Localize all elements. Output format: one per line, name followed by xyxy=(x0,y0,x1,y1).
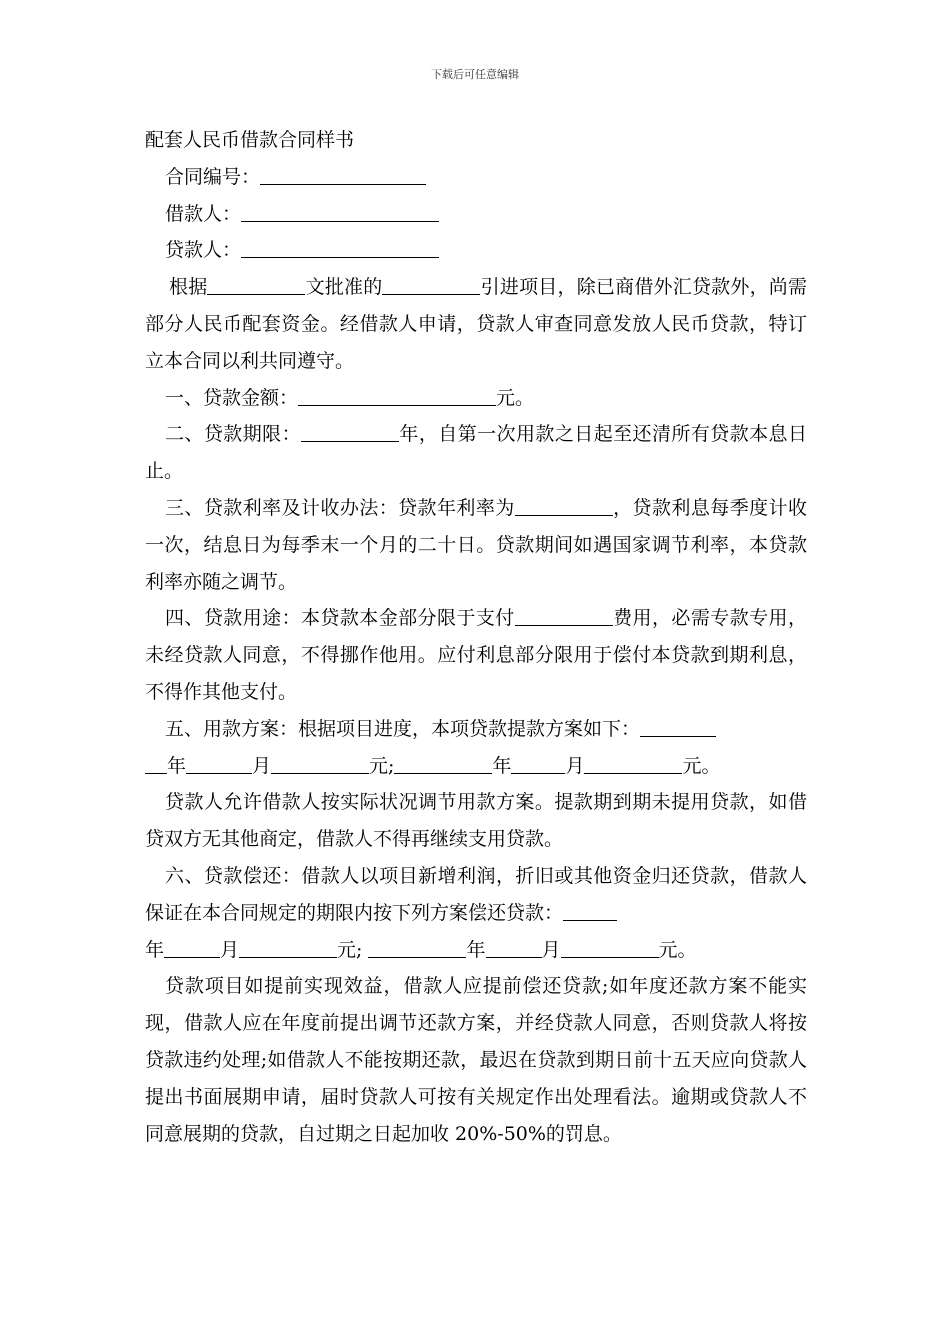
section-6-text-1: 六、贷款偿还：借款人以项目新增利润，折旧或其他资金归还贷款，借款人保证在本合同规定的期限内按下列方案偿还贷款： xyxy=(145,864,807,924)
repay-year-label: 年 xyxy=(145,938,165,961)
drawdown-month-label: 月 xyxy=(252,754,272,777)
contract-number-blank xyxy=(260,162,426,185)
lender-label: 贷款人： xyxy=(165,239,242,262)
section-2-text-2: 年，自第一次用款之日起至还清所有贷款本息日止。 xyxy=(145,423,807,483)
section-6-repayment xyxy=(145,858,807,968)
repay-yuan-label: 元; xyxy=(337,938,363,961)
section-2-term xyxy=(145,416,807,490)
borrower-blank xyxy=(241,199,439,222)
repay-amount2-blank xyxy=(561,935,659,958)
section-5-drawdown xyxy=(145,711,807,785)
section-1-text-2: 元。 xyxy=(496,386,535,409)
drawdown-yuan-label: 元; xyxy=(369,754,395,777)
contract-title: 配套人民币借款合同样书 xyxy=(145,129,355,151)
section-3-interest xyxy=(145,490,807,600)
contract-number-line xyxy=(145,159,807,196)
drawdown-year2-blank xyxy=(394,751,492,774)
purpose-blank xyxy=(515,603,613,626)
section-4-purpose xyxy=(145,600,807,710)
section-4-text-2: 费用，必需专款专用，未经贷款人同意，不得挪作他用。应付利息部分限用于偿付本贷款到期利息，不得作其他支付。 xyxy=(145,607,807,703)
section-3-text-1: 三、贷款利率及计收办法：贷款年利率为 xyxy=(165,496,515,519)
lender-blank xyxy=(241,235,439,258)
intro-text-3: 引进项目，除已商借外汇贷款外，尚需部分人民币配套资金。经借款人申请，贷款人审查同意发放人民币贷款，特订立本合同以利共同遵守。 xyxy=(145,276,807,372)
repay-year2-blank xyxy=(368,935,466,958)
drawdown-amount2-blank xyxy=(584,751,682,774)
section-5-adjustment: 贷款人允许借款人按实际状况调节用款方案。提款期到期未提用贷款，如借贷双方无其他商定，借款人不得再继续支用贷款。 xyxy=(145,791,807,851)
drawdown-amount-blank xyxy=(271,751,369,774)
section-6-early-repayment: 贷款项目如提前实现效益，借款人应提前偿还贷款;如年度还款方案不能实现，借款人应在年度前提出调节还款方案，并经贷款人同意，否则贷款人将按贷款违约处理;如借款人不能按期还款，最迟在贷款到期日前十五天应向贷款人提出书面展期申请，届时贷款人可按有关规定作出处理看法。逾期或贷款人不同意展期的贷款，自过期之日起加收 20%-50%的罚息。 xyxy=(145,975,807,1145)
repay-month2-label: 月 xyxy=(541,938,561,961)
drawdown-year-label: 年 xyxy=(167,754,187,777)
repay-blank-1a xyxy=(563,898,617,921)
contract-number-label: 合同编号： xyxy=(165,165,261,188)
drawdown-blank-1b xyxy=(145,751,167,774)
drawdown-year2-label: 年 xyxy=(492,754,512,777)
intro-paragraph xyxy=(145,269,807,379)
lender-line xyxy=(145,232,807,269)
drawdown-yuan2-label: 元。 xyxy=(682,754,721,777)
drawdown-month2-label: 月 xyxy=(565,754,585,777)
drawdown-blank-1a xyxy=(640,714,716,737)
term-blank xyxy=(301,419,399,442)
page-header-note: 下载后可任意编辑 xyxy=(431,68,519,81)
repay-month2-blank xyxy=(486,935,542,958)
borrower-line xyxy=(145,196,807,233)
section-1-text-1: 一、贷款金额： xyxy=(165,386,299,409)
section-5-text-1: 五、用款方案：根据项目进度，本项贷款提款方案如下： xyxy=(165,717,641,740)
repay-amount-blank xyxy=(239,935,337,958)
repay-yuan2-label: 元。 xyxy=(658,938,697,961)
section-3-text-2: ，贷款利息每季度计收一次，结息日为每季末一个月的二十日。贷款期间如遇国家调节利率，本贷款利率亦随之调节。 xyxy=(145,496,807,593)
interest-rate-blank xyxy=(515,493,613,516)
intro-text-2: 文批准的 xyxy=(305,276,383,299)
intro-text-1: 根据 xyxy=(169,276,208,299)
section-2-text-1: 二、贷款期限： xyxy=(165,423,301,446)
intro-blank-1 xyxy=(207,272,305,295)
contract-body xyxy=(145,122,807,1152)
intro-blank-2 xyxy=(382,272,480,295)
section-1-amount xyxy=(145,380,807,417)
drawdown-month-blank xyxy=(186,751,252,774)
borrower-label: 借款人： xyxy=(165,202,242,225)
section-4-text-1: 四、贷款用途：本贷款本金部分限于支付 xyxy=(165,607,515,630)
repay-year2-label: 年 xyxy=(466,938,486,961)
amount-blank xyxy=(298,383,496,406)
repay-month-label: 月 xyxy=(220,938,240,961)
repay-month-blank xyxy=(164,935,220,958)
drawdown-month2-blank xyxy=(511,751,565,774)
